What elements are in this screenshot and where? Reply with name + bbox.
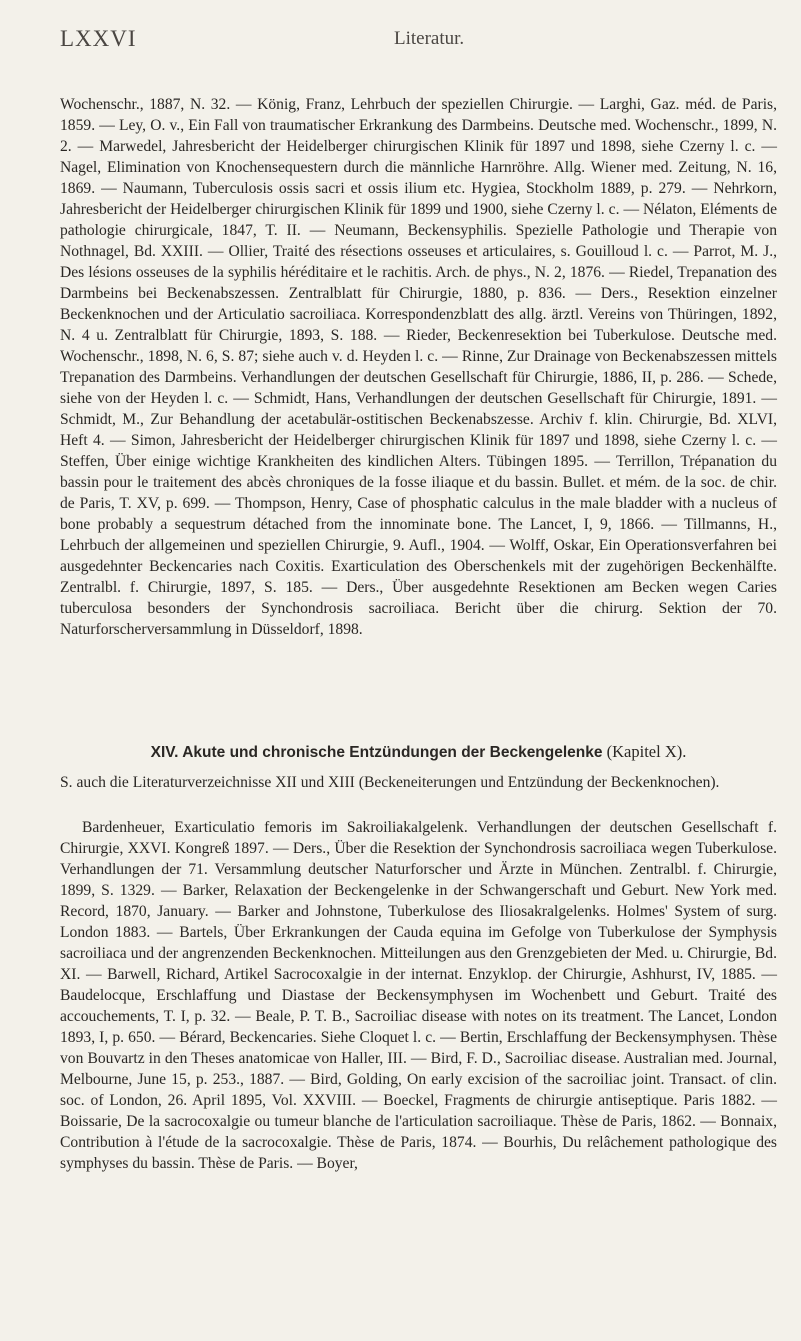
section-title: XIV. Akute und chronische Entzündungen der Beckengelenke xyxy=(150,744,603,761)
running-head: Literatur. xyxy=(394,28,465,49)
page-number: LXXVI xyxy=(60,26,137,51)
page-header xyxy=(60,26,761,56)
section-heading xyxy=(60,741,777,764)
bibliography-paragraph-2: Bardenheuer, Exarticulatio femoris im Sakroiliakalgelenk. Verhandlungen der deutschen Gesellschaft f. Chirurgie, XXVI. Kongreß 1897. — Ders., Über die Resektion der Synchondrosis sacroiliaca wegen Tuberkulose. Verhandlungen der 71. Versammlung deutscher Naturforscher und Ärzte in München. Zentralbl. f. Chirurgie, 1899, S. 1329. — Barker, Relaxation der Beckengelenke in der Schwangerschaft und Geburt. New York med. Record, 1870, January. — Barker and Johnstone, Tuberkulose des Iliosakralgelenks. Holmes' System of surg. London 1883. — Bartels, Über Erkrankungen der Cauda equina im Gefolge von Tuberkulose der Symphysis sacroiliaca und der angrenzenden Beckenknochen. Mitteilungen aus den Grenzgebieten der Med. u. Chirurgie, Bd. XI. — Barwell, Richard, Artikel Sacrocoxalgie in der internat. Enzyklop. der Chirurgie, Ashhurst, IV, 1885. — Baudelocque, Erschlaffung und Diastase der Beckensymphysen im Wochenbett und Geburt. Traité des accouchements, T. I, p. 32. — Beale, P. T. B., Sacroiliac disease with notes on its treatment. The Lancet, London 1893, I, p. 650. — Bérard, Beckencaries. Siehe Cloquet l. c. — Bertin, Erschlaffung der Beckensymphysen. Thèse von Bouvartz in den Theses anatomicae von Haller, III. — Bird, F. D., Sacroiliac disease. Australian med. Journal, Melbourne, June 15, p. 253., 1887. — Bird, Golding, On early excision of the sacroiliac joint. Transact. of clin. soc. of London, 26. April 1895, Vol. XXVIII. — Boeckel, Fragments de chirurgie antiseptique. Paris 1882. — Boissarie, De la sacrocoxalgie ou tumeur blanche de l'articulation sacroiliaque. Thèse de Paris, 1862. — Bonnaix, Contribution à l'étude de la sacrocoxalgie. Thèse de Paris, 1874. — Bourhis, Du relâchement pathologique des symphyses du bassin. Thèse de Paris. — Boyer, xyxy=(60,819,777,1172)
section-chapter: (Kapitel X). xyxy=(606,742,687,761)
cross-reference-paragraph: S. auch die Literaturverzeichnisse XII und XIII (Beckeneiterungen und Entzündung der Beckenknochen). xyxy=(60,774,720,791)
bibliography-paragraph: Wochenschr., 1887, N. 32. — König, Franz, Lehrbuch der speziellen Chirurgie. — Larghi, Gaz. méd. de Paris, 1859. — Ley, O. v., Ein Fall von traumatischer Erkrankung des Darmbeins. Deutsche med. Wochenschr., 1899, N. 2. — Marwedel, Jahresbericht der Heidelberger chirurgischen Klinik für 1897 und 1898, siehe Czerny l. c. — Nagel, Elimination von Knochensequestern durch die männliche Harnröhre. Allg. Wiener med. Zeitung, N. 16, 1869. — Naumann, Tuberculosis ossis sacri et ossis ilium etc. Hygiea, Stockholm 1889, p. 279. — Nehrkorn, Jahresbericht der Heidelberger chirurgischen Klinik für 1899 und 1900, siehe Czerny l. c. — Nélaton, Eléments de pathologie chirurgicale, 1847, T. II. — Neumann, Beckensyphilis. Spezielle Pathologie und Therapie von Nothnagel, Bd. XXIII. — Ollier, Traité des résections osseuses et articulaires, s. Gouilloud l. c. — Parrot, M. J., Des lésions osseuses de la syphilis héréditaire et le rachitis. Arch. de phys., N. 2, 1876. — Riedel, Trepanation des Darmbeins bei Beckenabszessen. Zentralblatt für Chirurgie, 1880, p. 836. — Ders., Resektion einzelner Beckenknochen und der Articulatio sacroiliaca. Korrespondenzblatt des allg. ärztl. Vereins von Thüringen, 1892, N. 4 u. Zentralblatt für Chirurgie, 1893, S. 188. — Rieder, Beckenresektion bei Tuberkulose. Deutsche med. Wochenschr., 1898, N. 6, S. 87; siehe auch v. d. Heyden l. c. — Rinne, Zur Drainage von Beckenabszessen mittels Trepanation des Darmbeins. Verhandlungen der deutschen Gesellschaft für Chirurgie, 1886, II, p. 286. — Schede, siehe von der Heyden l. c. — Schmidt, Hans, Verhandlungen der deutschen Gesellschaft für Chirurgie, 1891. — Schmidt, M., Zur Behandlung der acetabulär-ostitischen Beckenabszesse. Archiv f. klin. Chirurgie, Bd. XLVI, Heft 4. — Simon, Jahresbericht der Heidelberger chirurgischen Klinik für 1897 und 1898, siehe Czerny l. c. — Steffen, Über einige wichtige Krankheiten des kindlichen Alters. Tübingen 1895. — Terrillon, Trépanation du bassin pour le traitement des abcès chroniques de la fosse iliaque et du bassin. Bullet. et mém. de la soc. de chir. de Paris, T. XV, p. 699. — Thompson, Henry, Case of phosphatic calculus in the male bladder with a nucleus of bone probably a sequestrum détached from the innominate bone. The Lancet, I, 9, 1866. — Tillmanns, H., Lehrbuch der allgemeinen und speziellen Chirurgie, 9. Aufl., 1904. — Wolff, Oskar, Ein Operationsverfahren bei ausgedehnter Beckencaries nach Coxitis. Exarticulation des Oberschenkels mit der zugehörigen Beckenhälfte. Zentralbl. f. Chirurgie, 1897, S. 185. — Ders., Über ausgedehnte Resektionen am Becken wegen Caries tuberculosa besonders der Synchondrosis sacroiliaca. Bericht über die chirurg. Sektion der 70. Naturforscherversammlung in Düsseldorf, 1898. xyxy=(60,96,777,638)
